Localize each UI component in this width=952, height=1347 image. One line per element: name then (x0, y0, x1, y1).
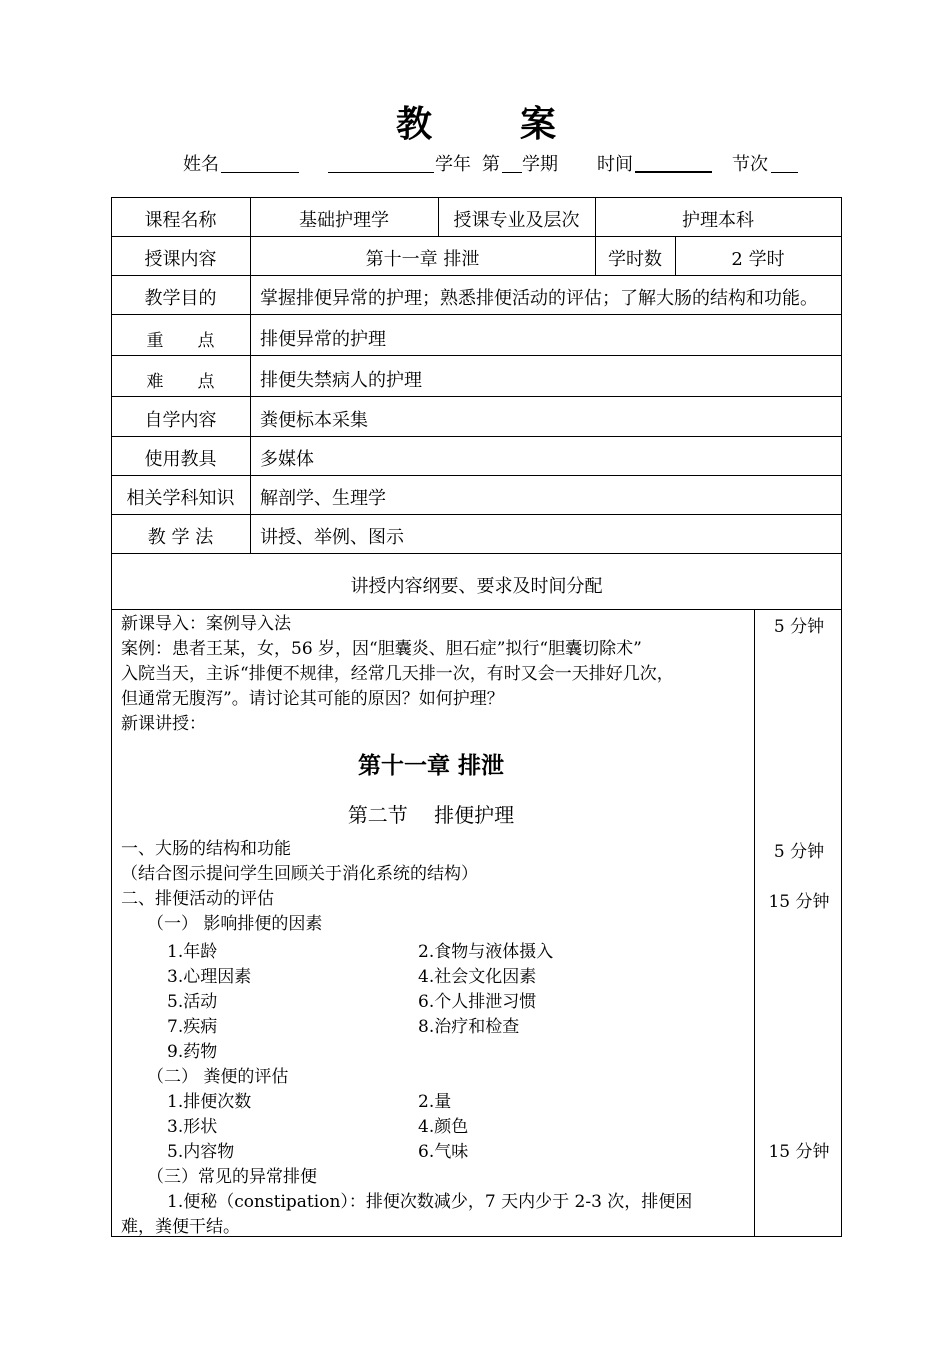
time-allocation: 15 分钟 (768, 1142, 830, 1162)
year-label: 学年 (435, 154, 471, 175)
tools-label: 使用教具 (144, 449, 217, 470)
name-blank[interactable] (221, 172, 299, 173)
self-study-label: 自学内容 (144, 410, 217, 431)
term-prefix: 第 (482, 154, 500, 175)
factor-item: 1.年龄 (167, 942, 218, 962)
header-fields (0, 150, 952, 178)
table-line (111, 396, 842, 397)
time-label: 时间 (597, 154, 633, 175)
method-value: 讲授、举例、图示 (260, 527, 404, 548)
difficulty-value: 排便失禁病人的护理 (260, 370, 422, 391)
note-large-intestine: （结合图示提问学生回顾关于消化系统的结构） (121, 864, 478, 884)
self-study-value: 粪便标本采集 (260, 410, 368, 431)
factor-item: 5.活动 (167, 992, 218, 1012)
factor-item: 7.疾病 (167, 1017, 218, 1037)
major-label: 授课专业及层次 (453, 210, 580, 231)
time-allocation: 15 分钟 (768, 892, 830, 912)
table-line (111, 514, 842, 515)
key-value: 排便异常的护理 (260, 329, 386, 350)
heading-factors: （一） 影响排便的因素 (147, 914, 323, 934)
outline-label: 讲授内容纲要、要求及时间分配 (350, 576, 603, 597)
hours-label: 学时数 (608, 249, 662, 270)
difficulty-label: 难 点 (146, 372, 215, 392)
time-allocation: 5 分钟 (773, 842, 825, 862)
stool-item: 3.形状 (167, 1117, 218, 1137)
table-line (111, 609, 842, 610)
intro-line: 案例：患者王某，女，56 岁，因“胆囊炎、胆石症”拟行“胆囊切除术” (121, 639, 642, 659)
stool-item: 5.内容物 (167, 1142, 235, 1162)
stool-item: 1.排便次数 (167, 1092, 252, 1112)
major-value: 护理本科 (682, 210, 754, 231)
intro-line: 新课导入：案例导入法 (121, 614, 291, 634)
time-blank[interactable] (635, 171, 712, 173)
goal-label: 教学目的 (144, 288, 217, 309)
period-label: 节次 (732, 154, 768, 175)
table-line (111, 553, 842, 554)
course-value: 基础护理学 (299, 210, 389, 231)
constipation-line: 难，粪便干结。 (121, 1217, 240, 1237)
heading-assessment: 二、排便活动的评估 (121, 889, 274, 909)
related-label: 相关学科知识 (126, 488, 235, 509)
tools-value: 多媒体 (260, 449, 314, 470)
table-line (111, 314, 842, 315)
content-value: 第十一章 排泄 (365, 249, 480, 270)
page-title: 教 案 (395, 103, 557, 145)
related-value: 解剖学、生理学 (260, 488, 386, 509)
lesson-plan-table (111, 197, 842, 1237)
table-line (111, 197, 112, 1237)
stool-item: 4.颜色 (418, 1117, 469, 1137)
intro-line: 但通常无腹泻”。请讨论其可能的原因？如何护理？ (121, 689, 504, 709)
intro-line: 新课讲授： (121, 714, 206, 734)
time-allocation: 5 分钟 (773, 617, 825, 637)
goal-value: 掌握排便异常的护理；熟悉排便活动的评估；了解大肠的结构和功能。 (260, 288, 818, 309)
table-line (111, 197, 842, 198)
heading-stool-assessment: （二） 粪便的评估 (147, 1067, 289, 1087)
factor-item: 8.治疗和检查 (418, 1017, 520, 1037)
method-label: 教 学 法 (147, 527, 214, 548)
factor-item: 2.食物与液体摄入 (418, 942, 554, 962)
heading-abnormal-defecation: （三）常见的异常排便 (147, 1167, 317, 1187)
year-blank[interactable] (328, 172, 434, 173)
intro-block (121, 612, 751, 737)
term-suffix: 学期 (522, 154, 558, 175)
intro-line: 入院当天，主诉“排便不规律，经常几天排一次，有时又会一天排好几次， (121, 664, 674, 684)
table-line (111, 475, 842, 476)
period-blank[interactable] (771, 172, 798, 173)
content-label: 授课内容 (144, 249, 217, 270)
table-line (111, 355, 842, 356)
table-line (841, 197, 842, 1237)
factor-item: 3.心理因素 (167, 967, 252, 987)
table-line (111, 236, 842, 237)
factor-item: 9.药物 (167, 1042, 218, 1062)
term-blank[interactable] (502, 172, 522, 173)
chapter-heading: 第十一章 排泄 (357, 752, 504, 779)
table-line (111, 436, 842, 437)
table-line (754, 609, 755, 1237)
course-label: 课程名称 (144, 210, 217, 231)
factor-item: 6.个人排泄习惯 (418, 992, 537, 1012)
name-label: 姓名 (183, 154, 219, 175)
factor-item: 4.社会文化因素 (418, 967, 537, 987)
stool-item: 6.气味 (418, 1142, 469, 1162)
outline-body (121, 837, 751, 937)
section-heading: 第二节 排便护理 (347, 803, 515, 827)
key-label: 重 点 (146, 331, 215, 351)
heading-large-intestine: 一、大肠的结构和功能 (121, 839, 291, 859)
stool-item: 2.量 (418, 1092, 452, 1112)
table-line (111, 275, 842, 276)
constipation-line: 1.便秘（constipation）：排便次数减少，7 天内少于 2-3 次，排便困 (167, 1192, 693, 1212)
hours-value: 2 学时 (731, 249, 785, 270)
